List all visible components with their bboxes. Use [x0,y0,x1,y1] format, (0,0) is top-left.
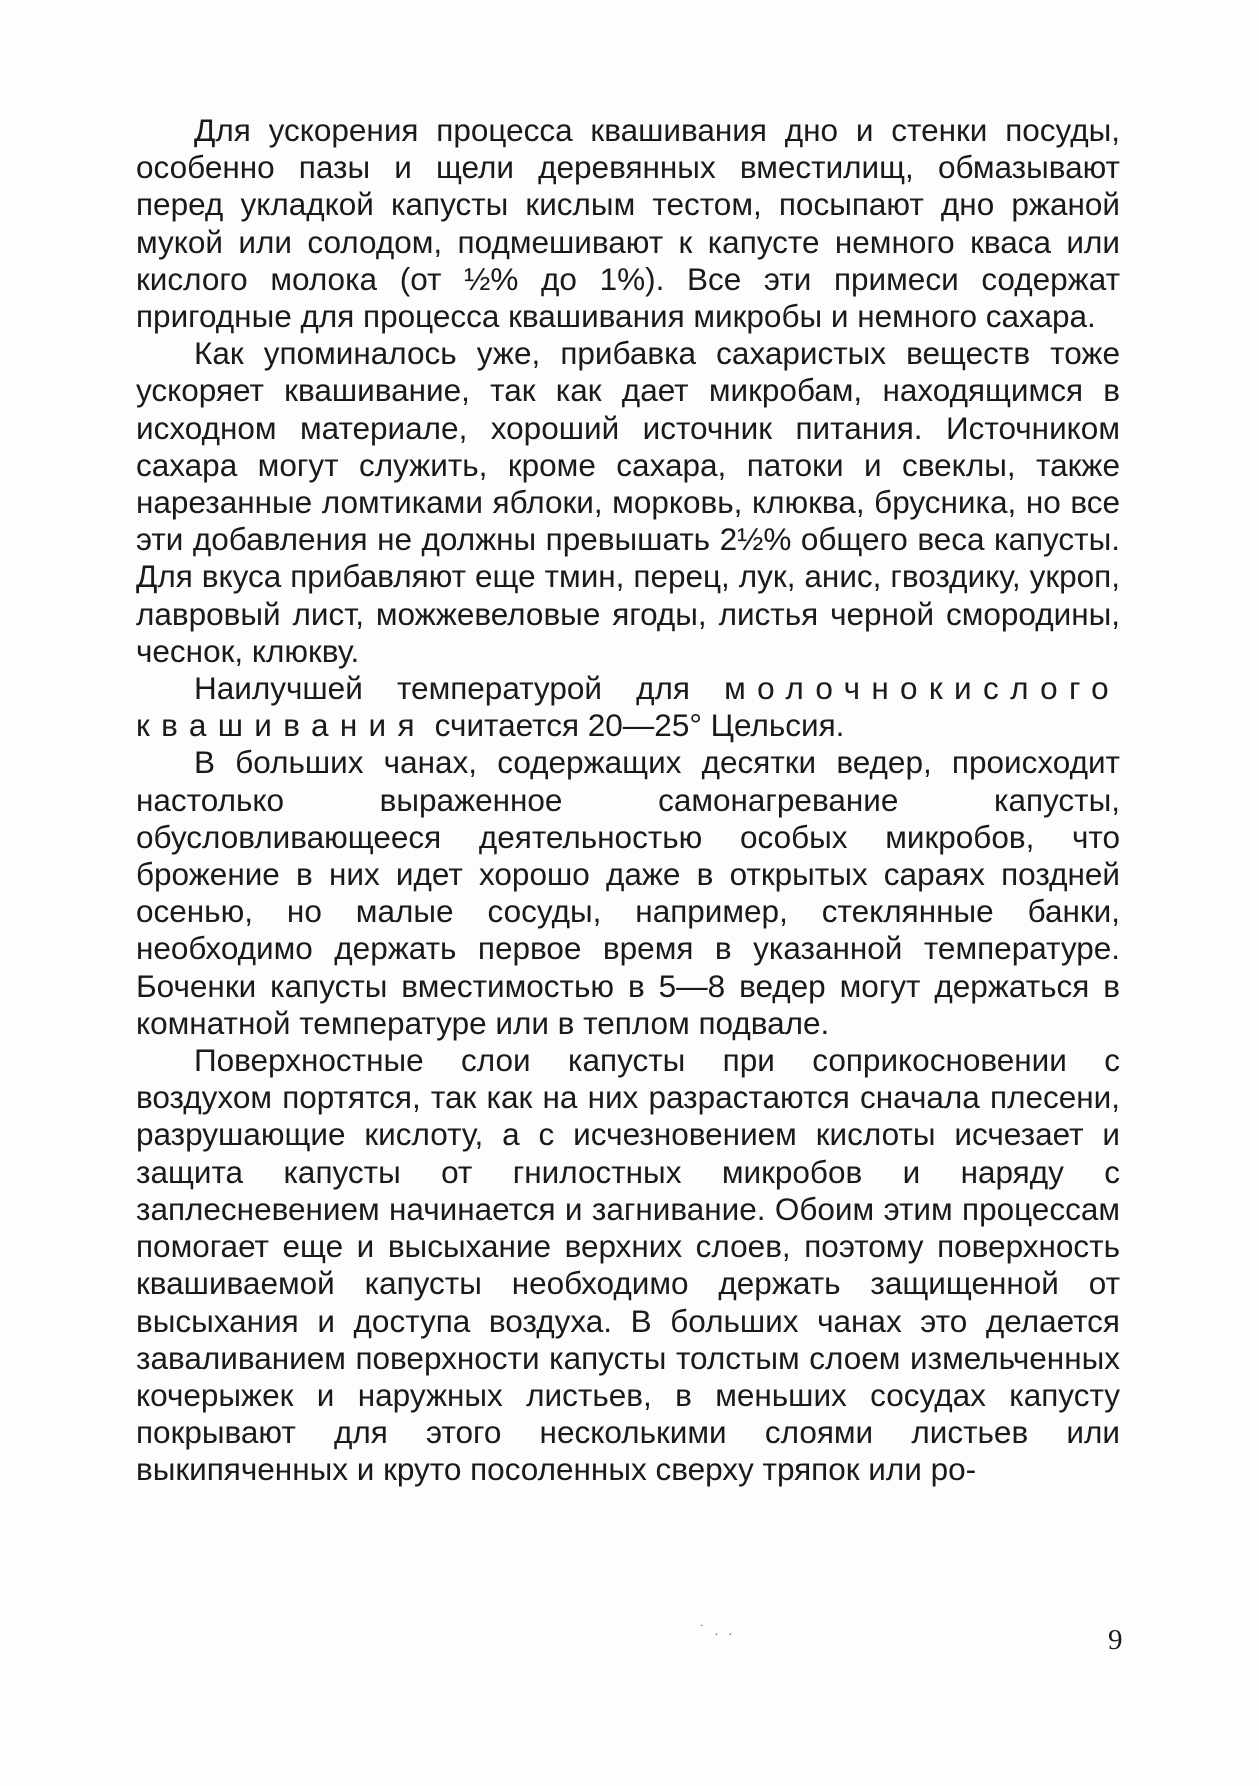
paragraph-3-lead: Наилучшей температурой для [194,670,725,707]
paragraph-3-tail: считается 20—25° Цельсия. [425,707,845,744]
paragraph-3 [136,670,1120,744]
paragraph-5: Поверхностные слои капусты при соприкосновении с воздухом портятся, так как на них разрастаются сначала плесени, разрушающие кислоту, а с исчезновением кислоты исчезает и защита капусты от гнилостных микробов и наряду с заплесневением начинается и загнивание. Обоим этим процессам помогает еще и высыхание верхних слоев, поэтому поверхность квашиваемой капусты необходимо держать защищенной от высыхания и доступа воздуха. В больших чанах это делается заваливанием поверхности капусты толстым слоем измельченных кочерыжек и наружных листьев, в меньших сосудах капусту покрывают для этого несколькими слоями листьев или выкипяченных и круто посоленных сверху тряпок или ро- [136,1042,1120,1488]
paragraph-4: В больших чанах, содержащих десятки ведер, происходит настолько выраженное самонагревание капусты, обусловливающееся деятельностью особых микробов, что брожение в них идет хорошо даже в открытых сараях поздней осенью, но малые сосуды, например, стеклянные банки, необходимо держать первое время в указанной температуре. Боченки капусты вместимостью в 5—8 ведер могут держаться в комнатной температуре или в теплом подвале. [136,744,1120,1041]
paragraph-2: Как упоминалось уже, прибавка сахаристых веществ тоже ускоряет квашивание, так как дает микробам, находящимся в исходном материале, хороший источник питания. Источником сахара могут служить, кроме сахара, патоки и свеклы, также нарезанные ломтиками яблоки, морковь, клюква, брусника, но все эти добавления не должны превышать 2½% общего веса капусты. Для вкуса прибавляют еще тмин, перец, лук, анис, гвоздику, укроп, лавровый лист, можжевеловые ягоды, листья черной смородины, чеснок, клюкву. [136,335,1120,669]
body-text [136,112,1120,1489]
paragraph-1: Для ускорения процесса квашивания дно и стенки посуды, особенно пазы и щели деревянных вместилищ, обмазывают перед укладкой капусты кислым тестом, посыпают дно ржаной мукой или солодом, подмешивают к капусте немного кваса или кислого молока (от ½% до 1%). Все эти примеси содержат пригодные для процесса квашивания микробы и немного сахара. [136,112,1120,335]
page-number: 9 [1108,1624,1123,1656]
print-specks: ˙ . . [700,1622,736,1638]
emphasized-term: молочнокислого квашивания [136,670,1120,744]
